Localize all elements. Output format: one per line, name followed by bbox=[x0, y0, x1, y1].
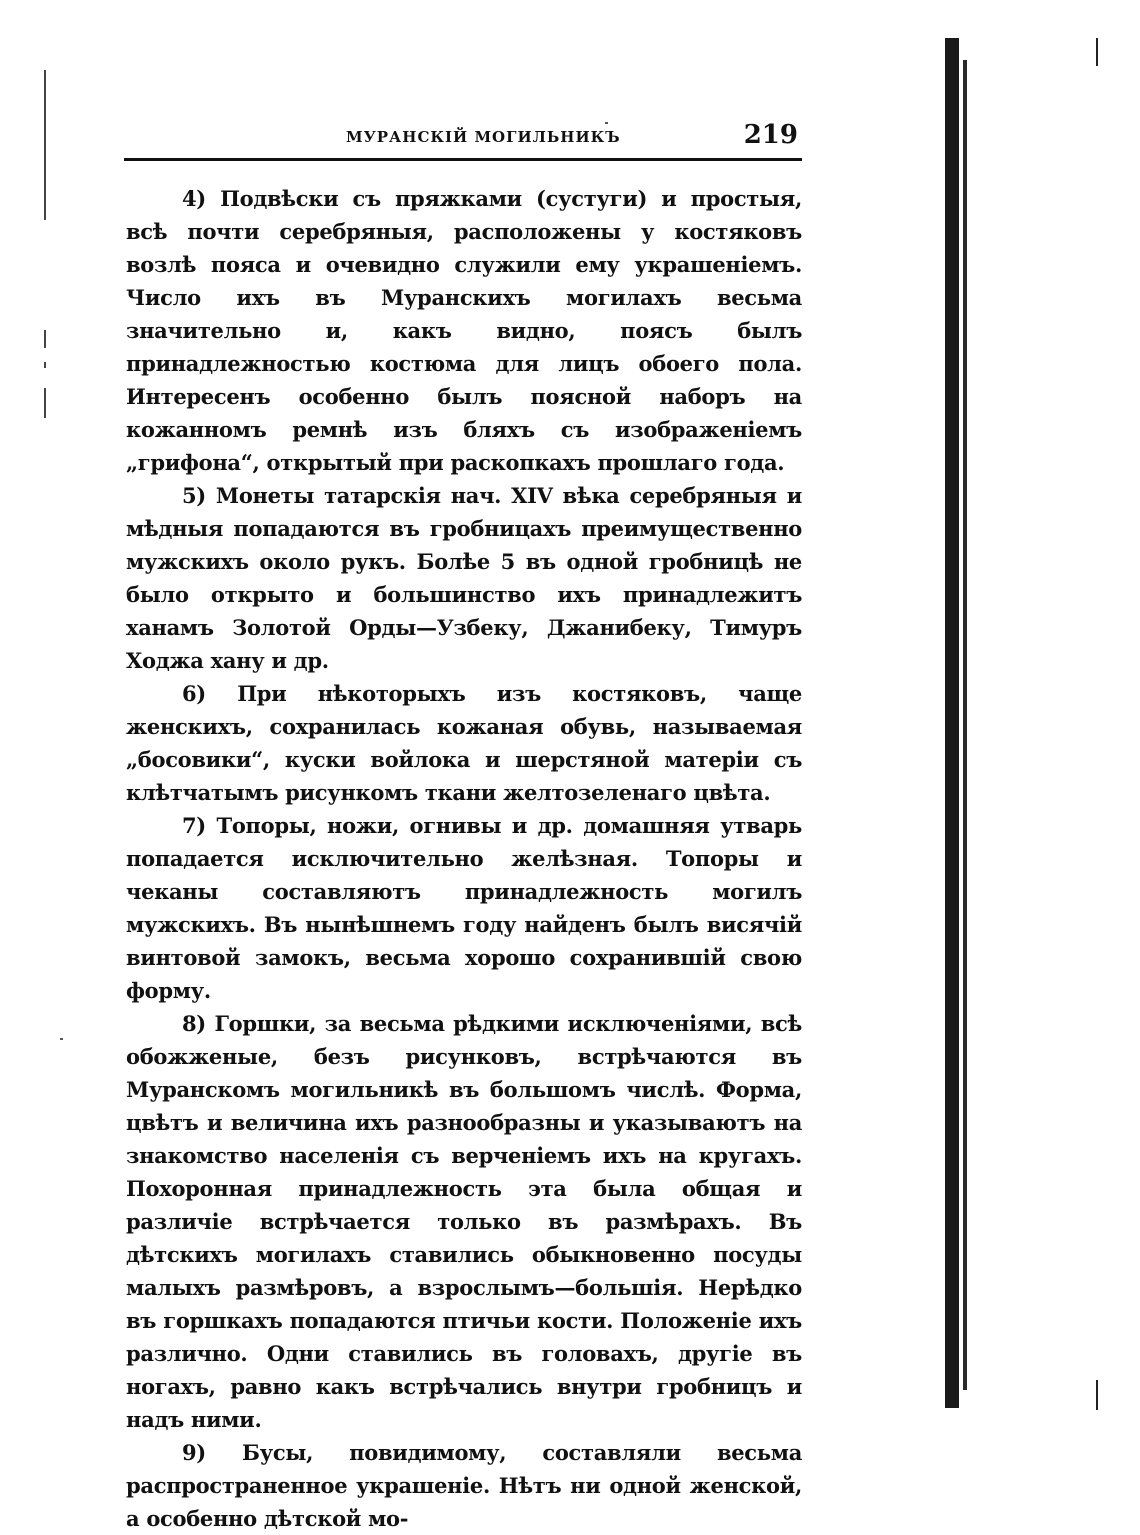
margin-speck bbox=[44, 388, 46, 418]
paragraph-4: 4) Подвѣски съ пряжками (сустуги) и простыя, всѣ почти серебряныя, расположены у костяковъ возлѣ пояса и очевидно служили ему украшеніемъ. Число ихъ въ Муранскихъ могилахъ весьма значительно и, какъ видно, поясъ былъ принадлежностью костюма для лицъ обоего пола. Интересенъ особенно былъ поясной наборъ на кожанномъ ремнѣ изъ бляхъ съ изображеніемъ „грифона“, открытый при раскопкахъ прошлаго года. bbox=[126, 186, 802, 475]
running-title: МУРАНСКІЙ МОГИЛЬНИКЪ bbox=[346, 128, 621, 146]
paragraph-7: 7) Топоры, ножи, огнивы и др. домашняя утварь попадается исключительно желѣзная. Топоры и чеканы составляютъ принадлежность могилъ мужскихъ. Въ нынѣшнемъ году найденъ былъ висячій винтовой замокъ, весьма хорошо сохранившій свою форму. bbox=[126, 813, 802, 1003]
margin-speck bbox=[44, 330, 46, 348]
header-rule bbox=[124, 158, 802, 161]
scan-noise bbox=[605, 122, 608, 124]
binding-shadow-edge bbox=[963, 60, 967, 1390]
paragraph-8: 8) Горшки, за весьма рѣдкими исключеніями, всѣ обожженые, безъ рисунковъ, встрѣчаются въ Муранскомъ могильникѣ въ большомъ числѣ. Форма, цвѣтъ и величина ихъ разнообразны и указываютъ на знакомство населенія съ верченіемъ ихъ на кругахъ. Похоронная принадлежность эта была общая и различіе встрѣчается только въ размѣрахъ. Въ дѣтскихъ могилахъ ставились обыкновенно посуды малыхъ размѣровъ, а взрослымъ—большія. Нерѣдко въ горшкахъ попадаются птичьи кости. Положеніе ихъ различно. Одни ставились въ головахъ, другіе въ ногахъ, равно какъ встрѣчались внутри гробницъ и надъ ними. bbox=[126, 1011, 802, 1432]
paragraph-5: 5) Монеты татарскія нач. XIV вѣка серебряныя и мѣдныя попадаются въ гробницахъ преимущественно мужскихъ около рукъ. Болѣе 5 въ одной гробницѣ не было открыто и большинство ихъ принадлежитъ ханамъ Золотой Орды—Узбеку, Джанибеку, Тимуръ Ходжа хану и др. bbox=[126, 483, 802, 673]
body-text bbox=[126, 182, 802, 1535]
page-number: 219 bbox=[743, 120, 798, 150]
scan-noise bbox=[60, 1038, 63, 1040]
binding-shadow bbox=[945, 38, 959, 1408]
paragraph-6: 6) При нѣкоторыхъ изъ костяковъ, чаще женскихъ, сохранилась кожаная обувь, называемая „босовики“, куски войлока и шерстяной матеріи съ клѣтчатымъ рисункомъ ткани желтозеленаго цвѣта. bbox=[126, 681, 802, 805]
running-head bbox=[124, 120, 802, 160]
margin-speck bbox=[44, 362, 46, 368]
page-edge-mark bbox=[1096, 38, 1098, 66]
margin-speck bbox=[44, 70, 46, 220]
page-edge-mark bbox=[1096, 1380, 1098, 1410]
paragraph-9: 9) Бусы, повидимому, составляли весьма распространенное украшеніе. Нѣтъ ни одной женской, а особенно дѣтской мо- bbox=[126, 1440, 802, 1531]
